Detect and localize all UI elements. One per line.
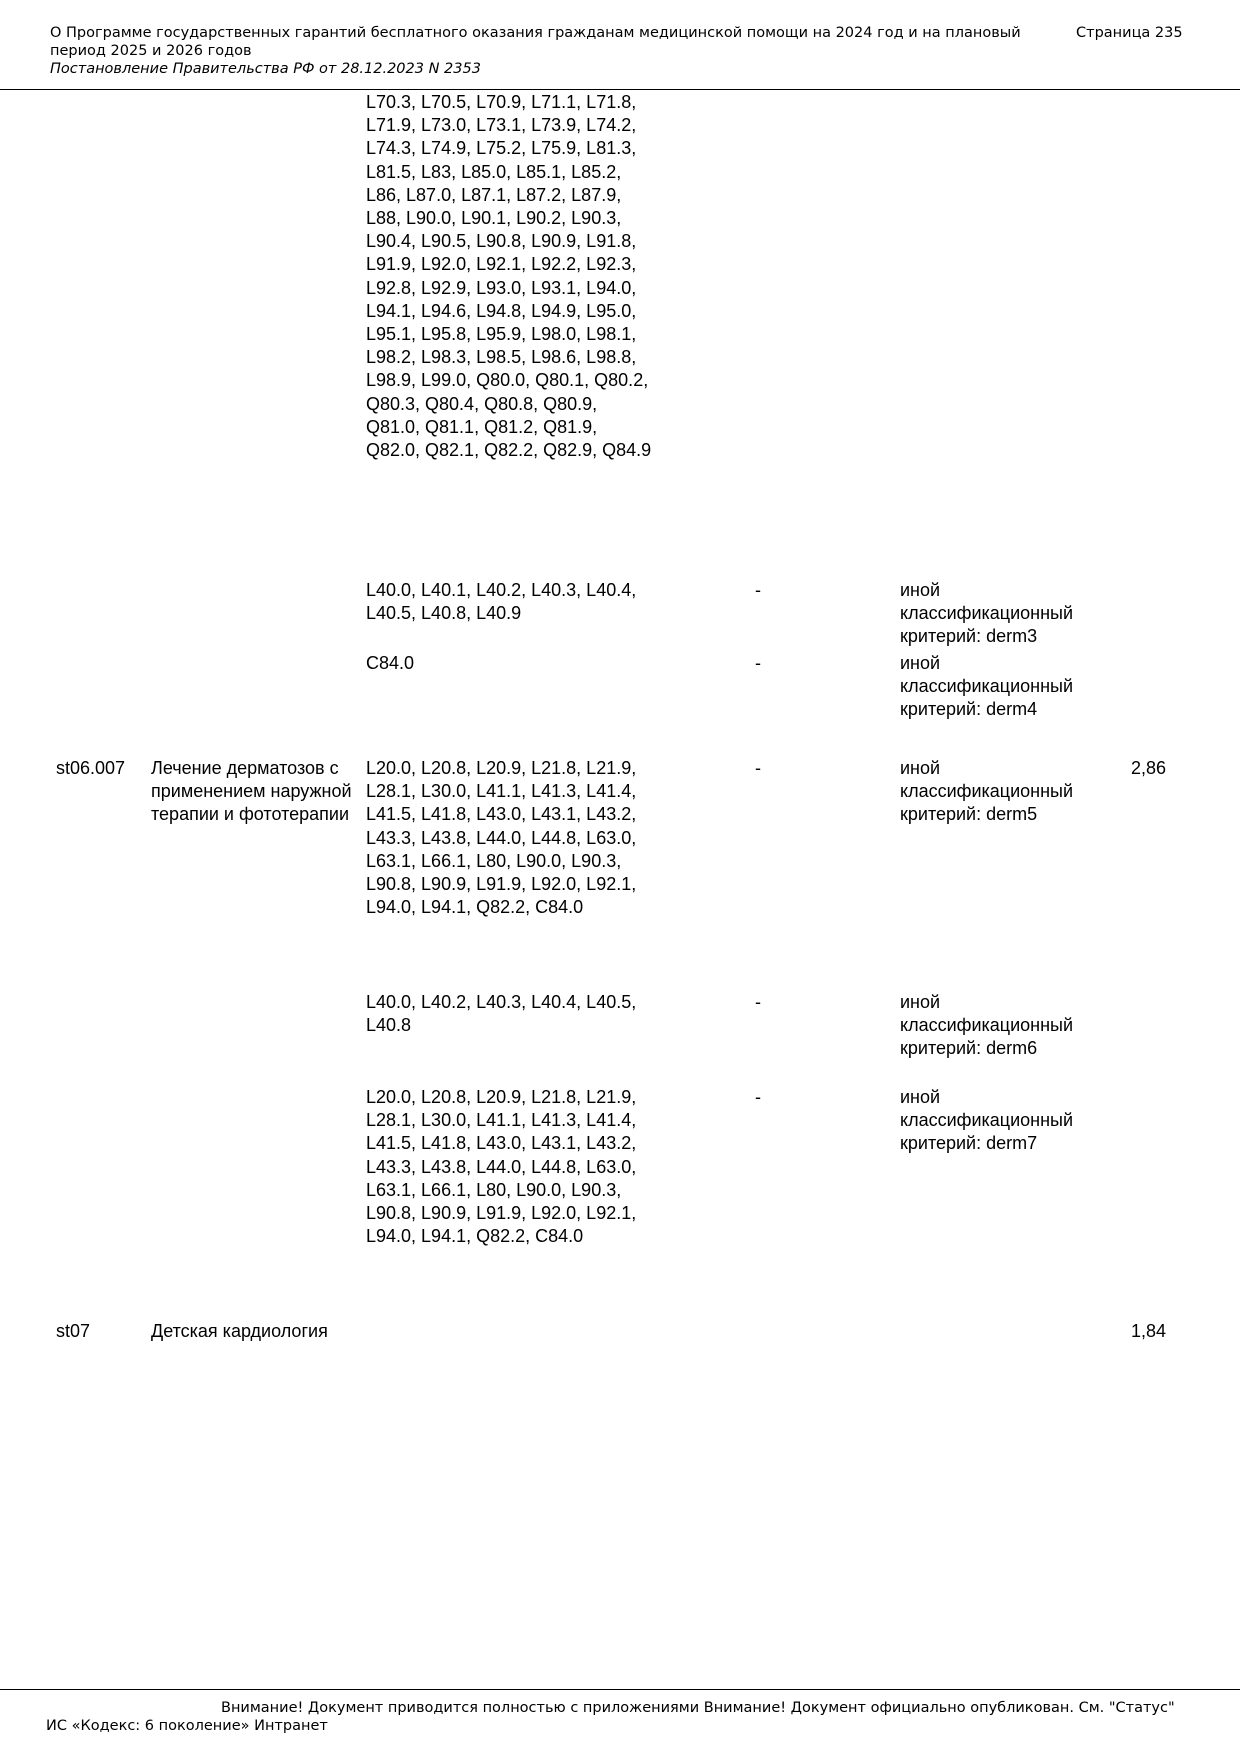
footer-divider	[0, 1689, 1240, 1690]
document-title: О Программе государственных гарантий бесплатного оказания гражданам медицинской помощи на 2024 год и на плановый период 2025 и 2026 годов	[50, 25, 1021, 59]
diagnosis-codes: L40.0, L40.2, L40.3, L40.4, L40.5, L40.8	[366, 992, 637, 1036]
group-name: Детская кардиология	[151, 1321, 328, 1341]
classification-criterion: иной классификационный критерий: derm3	[900, 580, 1074, 647]
diagnosis-codes: L20.0, L20.8, L20.9, L21.8, L21.9, L28.1, L30.0, L41.1, L41.3, L41.4, L41.5, L41.8, L43.0, L43.1, L43.2, L43.3, L43.8, L44.0, L44.8, L63.0, L63.1, L66.1, L80, L90.0, L90.3, L90.8, L90.9, L91.9, L92.0, L92.1, L94.0, L94.1, Q82.2, C84.0	[366, 1087, 637, 1247]
diagnosis-codes: C84.0	[366, 653, 415, 673]
document-subtitle: Постановление Правительства РФ от 28.12.2023 N 2353	[50, 61, 481, 77]
placeholder-dash: -	[755, 1087, 761, 1107]
diagnosis-codes: L20.0, L20.8, L20.9, L21.8, L21.9, L28.1, L30.0, L41.1, L41.3, L41.4, L41.5, L41.8, L43.0, L43.1, L43.2, L43.3, L43.8, L44.0, L44.8, L63.0, L63.1, L66.1, L80, L90.0, L90.3, L90.8, L90.9, L91.9, L92.0, L92.1, L94.0, L94.1, Q82.2, C84.0	[366, 758, 637, 918]
cost-coefficient: 2,86	[1131, 758, 1167, 778]
page-number: Страница 235	[1076, 25, 1183, 41]
diagnosis-codes: L70.3, L70.5, L70.9, L71.1, L71.8, L71.9, L73.0, L73.1, L73.9, L74.2, L74.3, L74.9, L75.2, L75.9, L81.3, L81.5, L83, L85.0, L85.1, L85.2, L86, L87.0, L87.1, L87.2, L87.9, L88, L90.0, L90.1, L90.2, L90.3, L90.4, L90.5, L90.8, L90.9, L91.8, L91.9, L92.0, L92.1, L92.2, L92.3, L92.8, L92.9, L93.0, L93.1, L94.0, L94.1, L94.6, L94.8, L94.9, L95.0, L95.1, L95.8, L95.9, L98.0, L98.1, L98.2, L98.3, L98.5, L98.6, L98.8, L98.9, L99.0, Q80.0, Q80.1, Q80.2, Q80.3, Q80.4, Q80.8, Q80.9, Q81.0, Q81.1, Q81.2, Q81.9, Q82.0, Q82.1, Q82.2, Q82.9, Q84.9	[366, 92, 652, 461]
placeholder-dash: -	[755, 580, 761, 600]
placeholder-dash: -	[755, 653, 761, 673]
placeholder-dash: -	[755, 758, 761, 778]
header-divider	[0, 89, 1240, 90]
classification-criterion: иной классификационный критерий: derm5	[900, 758, 1074, 825]
classification-criterion: иной классификационный критерий: derm4	[900, 653, 1074, 720]
group-code: st07	[56, 1321, 91, 1341]
classification-criterion: иной классификационный критерий: derm6	[900, 992, 1074, 1059]
cost-coefficient: 1,84	[1131, 1321, 1167, 1341]
group-code: st06.007	[56, 758, 126, 778]
group-name: Лечение дерматозов с применением наружной терапии и фототерапии	[151, 758, 352, 825]
footer-system: ИС «Кодекс: 6 поколение» Интранет	[46, 1718, 328, 1734]
classification-criterion: иной классификационный критерий: derm7	[900, 1087, 1074, 1154]
diagnosis-codes: L40.0, L40.1, L40.2, L40.3, L40.4, L40.5, L40.8, L40.9	[366, 580, 637, 624]
placeholder-dash: -	[755, 992, 761, 1012]
footer-notice: Внимание! Документ приводится полностью с приложениями Внимание! Документ официально опубликован. См. "Статус"	[221, 1700, 1175, 1716]
